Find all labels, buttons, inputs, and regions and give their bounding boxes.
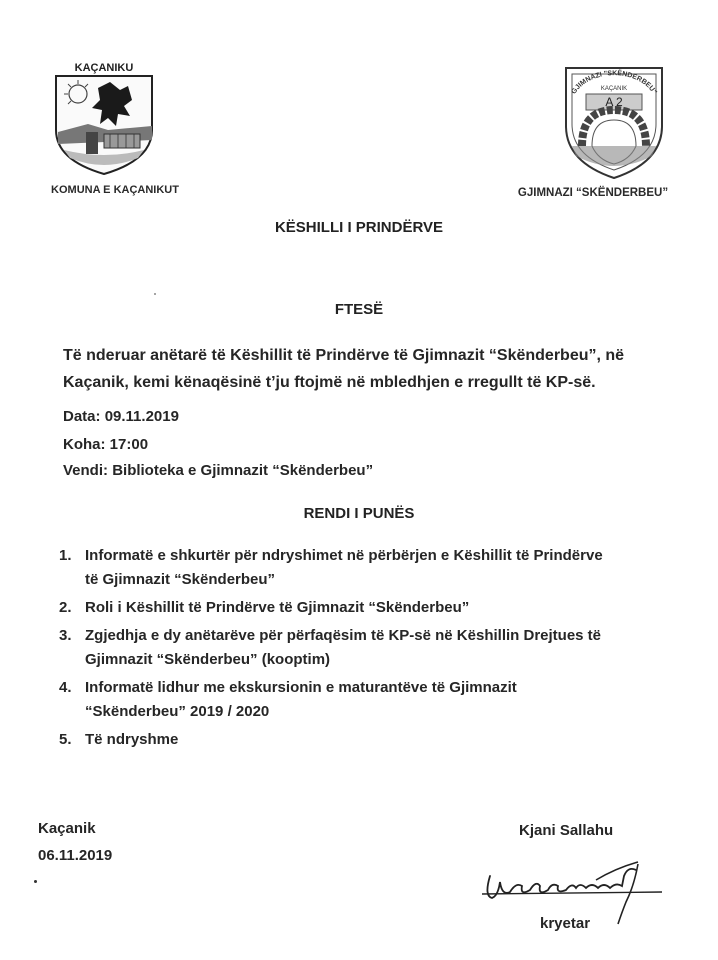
agenda-number: 3. xyxy=(59,627,72,644)
agenda-number: 4. xyxy=(59,679,72,696)
meeting-venue xyxy=(63,462,373,479)
meeting-time xyxy=(63,436,148,453)
agenda-text: Të ndryshme xyxy=(85,731,179,748)
council-title: KËSHILLI I PRINDËRVE xyxy=(274,219,444,236)
footer-place: Kaçanik xyxy=(38,820,96,837)
signer-role: kryetar xyxy=(540,915,591,932)
scan-speck xyxy=(154,293,156,295)
agenda-number: 5. xyxy=(59,731,72,748)
invitation-title: FTESË xyxy=(334,301,384,318)
emblem-letters: A 2 xyxy=(605,95,623,109)
emblem-title: KAÇANIKU xyxy=(74,62,134,74)
emblem-town: KAÇANIK xyxy=(600,86,628,92)
agenda-text: Informatë lidhur me ekskursionin e maturantëve të Gjimnazit xyxy=(85,679,517,696)
time-label: Koha: xyxy=(63,436,106,453)
agenda-item xyxy=(59,676,679,724)
venue-label: Vendi: xyxy=(63,462,109,479)
agenda-list xyxy=(59,544,679,756)
emblem-ring-text: GJIMNAZI "SKËNDERBEU" xyxy=(570,70,658,96)
agenda-text: të Gjimnazit “Skënderbeu” xyxy=(85,571,276,588)
agenda-text: Zgjedhja e dy anëtarëve për përfaqësim të KP-së në Këshillin Drejtues të xyxy=(85,627,602,644)
intro-line-1: Të nderuar anëtarë të Këshillit të Prindërve të Gjimnazit “Skënderbeu”, në xyxy=(63,347,625,364)
scan-speck xyxy=(34,880,37,883)
intro-paragraph xyxy=(63,342,663,396)
time-value: 17:00 xyxy=(109,436,149,453)
agenda-item xyxy=(59,728,679,752)
date-label: Data: xyxy=(63,408,101,425)
handwritten-signature xyxy=(476,846,666,926)
agenda-item xyxy=(59,544,679,592)
agenda-text: Gjimnazit “Skënderbeu” (kooptim) xyxy=(85,651,331,668)
school-emblem xyxy=(560,60,668,180)
venue-value: Biblioteka e Gjimnazit “Skënderbeu” xyxy=(112,462,374,479)
agenda-number: 1. xyxy=(59,547,72,564)
meeting-date xyxy=(63,408,179,425)
agenda-number: 2. xyxy=(59,599,72,616)
municipality-emblem xyxy=(48,60,160,176)
agenda-item xyxy=(59,624,679,672)
agenda-text: “Skënderbeu” 2019 / 2020 xyxy=(85,703,270,720)
footer-date: 06.11.2019 xyxy=(38,847,113,864)
agenda-item xyxy=(59,596,679,620)
agenda-text: Informatë e shkurtër për ndryshimet në përbërjen e Këshillit të Prindërve xyxy=(85,547,603,564)
date-value: 09.11.2019 xyxy=(104,408,179,425)
signer-name: Kjani Sallahu xyxy=(519,822,614,839)
municipality-caption: KOMUNA E KAÇANIKUT xyxy=(51,184,179,196)
intro-line-2: Kaçanik, kemi kënaqësinë t’ju ftojmë në mbledhjen e rregullt të KP-së. xyxy=(63,374,596,391)
school-caption: GJIMNAZI “SKËNDERBEU” xyxy=(517,187,669,199)
agenda-text: Roli i Këshillit të Prindërve të Gjimnazit “Skënderbeu” xyxy=(85,599,470,616)
agenda-title: RENDI I PUNËS xyxy=(303,505,415,522)
